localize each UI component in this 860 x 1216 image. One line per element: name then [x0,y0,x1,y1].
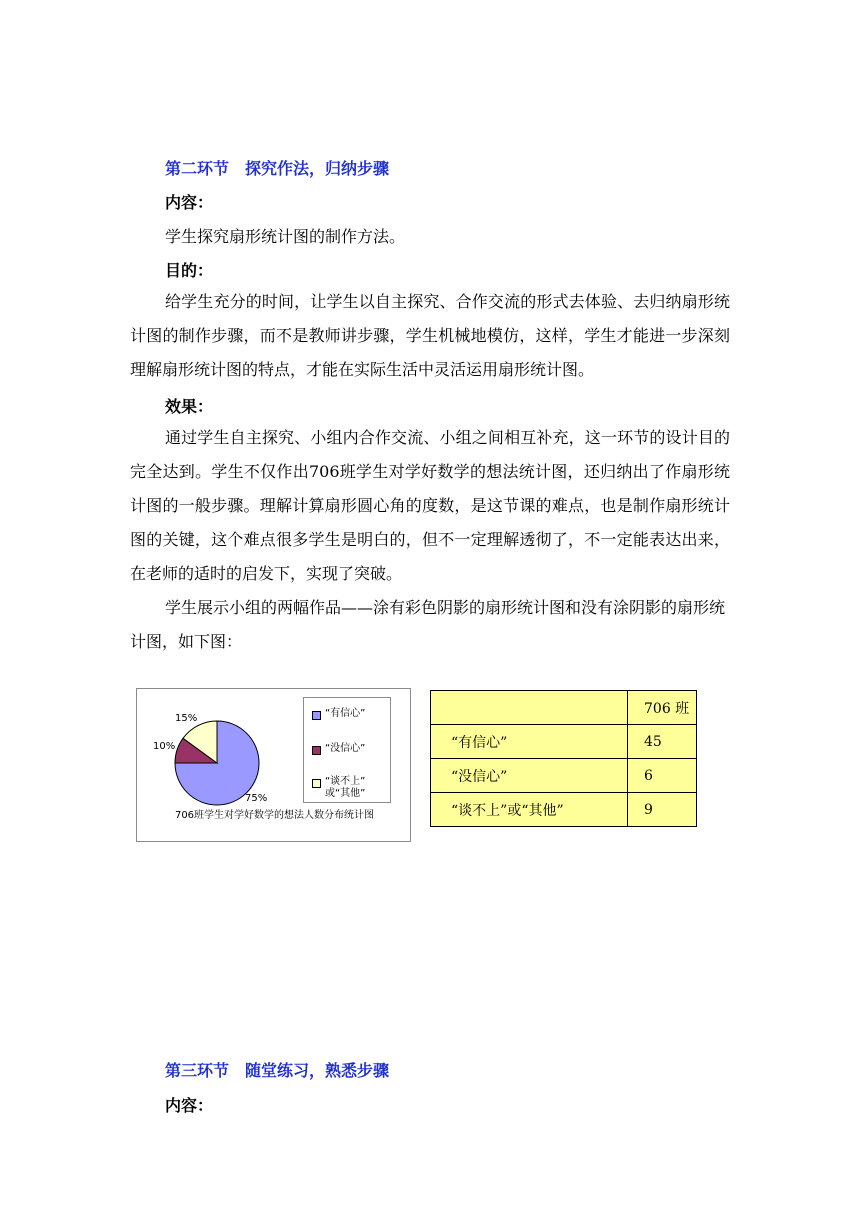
legend-label: “有信心” [325,708,366,719]
legend-label: “谈不上” 或“其他” [325,776,366,799]
legend-item-other [312,776,365,800]
table-row [431,793,697,827]
table-cell: 45 [628,725,697,759]
table-cell: “谈不上”或“其他” [431,793,628,827]
section3-heading: 第三环节 随堂练习，熟悉步骤 [165,1061,390,1080]
purpose-label: 目的： [165,261,214,280]
table-row [431,725,697,759]
table-header-cell: 706 班 [628,691,697,725]
purpose-paragraph: 给学生充分的时间，让学生以自主探究、合作交流的形式去体验、去归纳扇形统计图的制作步骤，而不是教师讲步骤，学生机械地模仿，这样，学生才能进一步深刻理解扇形统计图的特点，才能在实际生活中灵活运用扇形统计图。 [130,292,730,379]
table-cell: “没信心” [431,759,628,793]
chart-legend [303,697,391,803]
table-header-row [431,691,697,725]
pie-label-confident: 75% [245,793,268,804]
table-row [431,759,697,793]
pie-label-not-confident: 10% [153,741,176,752]
pie-chart [136,688,411,842]
effect-label: 效果： [165,397,214,416]
table-cell: 6 [628,759,697,793]
legend-swatch-icon [312,779,321,788]
legend-item-confident [312,708,365,720]
chart-title: 706班学生对学好数学的想法人数分布统计图 [174,810,375,821]
table-header-cell [431,691,628,725]
content-text: 学生探究扇形统计图的制作方法。 [165,227,406,246]
works-paragraph: 学生展示小组的两幅作品——涂有彩色阴影的扇形统计图和没有涂阴影的扇形统计图，如下图： [130,598,726,651]
content-label: 内容： [165,193,214,212]
legend-label: “没信心” [325,743,366,754]
pie-label-other: 15% [175,713,198,724]
section3-content-label: 内容： [165,1096,214,1115]
legend-item-not-confident [312,743,365,755]
section2-heading: 第二环节 探究作法，归纳步骤 [165,159,390,178]
effect-paragraph: 通过学生自主探究、小组内合作交流、小组之间相互补充，这一环节的设计目的完全达到。学生不仅作出706班学生对学好数学的想法统计图，还归纳出了作扇形统计图的一般步骤。理解计算扇形圆心角的度数，是这节课的难点，也是制作扇形统计图的关键，这个难点很多学生是明白的，但不一定理解透彻了，不一定能表达出来，在老师的适时的启发下，实现了突破。 [130,428,730,583]
legend-swatch-icon [312,746,321,755]
table-cell: 9 [628,793,697,827]
data-table [430,690,697,827]
table-cell: “有信心” [431,725,628,759]
legend-swatch-icon [312,711,321,720]
